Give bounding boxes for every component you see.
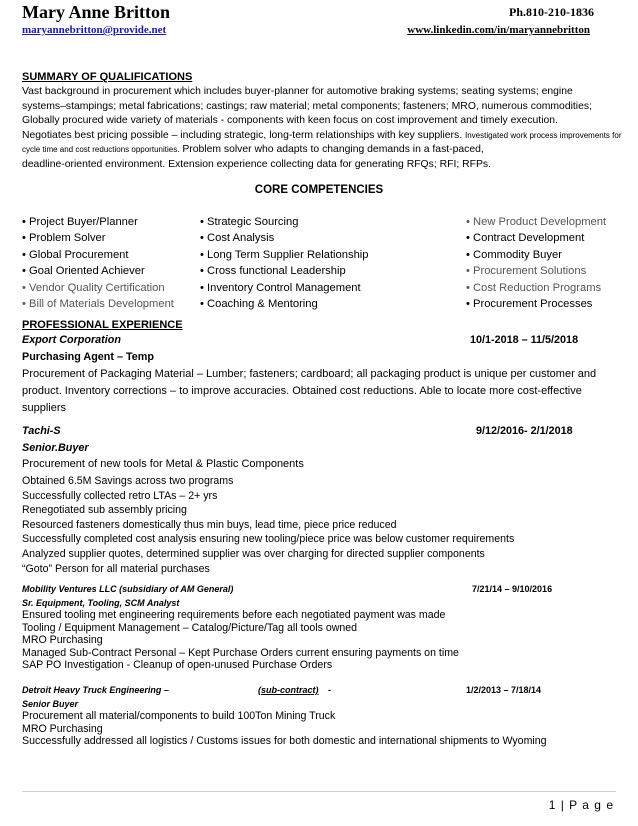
competency-item: • Vendor Quality Certification bbox=[22, 281, 165, 294]
candidate-name: Mary Anne Britton bbox=[22, 2, 170, 22]
job-dates: 9/12/2016- 2/1/2018 bbox=[476, 425, 573, 437]
competency-item: • Commodity Buyer bbox=[466, 248, 562, 261]
summary-line: Vast background in procurement which includes buyer-planner for automotive braking systems; seating systems; engine bbox=[22, 86, 573, 97]
job-line: Successfully collected retro LTAs – 2+ yrs bbox=[22, 489, 218, 502]
job-dates: 7/21/14 – 9/10/2016 bbox=[472, 584, 553, 594]
linkedin-link[interactable]: www.linkedin.com/in/maryannebritton bbox=[407, 24, 590, 36]
footer-divider bbox=[22, 791, 616, 792]
job-line: MRO Purchasing bbox=[22, 722, 103, 735]
competency-column-2 bbox=[200, 214, 369, 312]
job-line: Managed Sub-Contract Personal – Kept Purchase Orders current ensuring payments on time bbox=[22, 646, 459, 659]
job-dates: 1/2/2013 – 7/18/14 bbox=[466, 685, 542, 695]
job-line: Analyzed supplier quotes, determined supplier was over charging for directed supplier components bbox=[22, 547, 485, 560]
job-line: suppliers bbox=[22, 402, 67, 414]
competency-item: • Procurement Processes bbox=[466, 298, 593, 311]
job-description bbox=[22, 609, 459, 672]
summary-line: systems–stampings; metal fabrications; castings; raw material; metal components; fasteners; MRO, numerous commodities; bbox=[22, 100, 592, 112]
competency-item: • Cross functional Leadership bbox=[200, 265, 346, 278]
job-company: Tachi-S bbox=[22, 425, 61, 437]
experience-heading: PROFESSIONAL EXPERIENCE bbox=[22, 319, 183, 331]
summary-line: Investigated work process improvements for cycle time and cost reductions opportunities. bbox=[22, 130, 622, 155]
job-line: Tooling / Equipment Management – Catalog/Picture/Tag all tools owned bbox=[22, 621, 358, 634]
job-line: SAP PO Investigation - Cleanup of open-unused Purchase Orders bbox=[22, 659, 333, 672]
summary-line: Globally procured wide variety of materials - components with keen focus on cost improvement and timely execution. bbox=[22, 115, 558, 127]
job-description bbox=[22, 474, 514, 576]
competency-column-1 bbox=[22, 214, 174, 312]
job-line: Renegotiated sub assembly pricing bbox=[22, 504, 187, 517]
job-title: Senior.Buyer bbox=[22, 442, 89, 454]
competency-item: • Coaching & Mentoring bbox=[200, 298, 318, 311]
page-number: 1 | P a g e bbox=[548, 798, 614, 812]
job-title: Sr. Equipment, Tooling, SCM Analyst bbox=[22, 598, 180, 608]
subcontract-label: (sub-contract) bbox=[258, 685, 319, 695]
competency-item: • Procurement Solutions bbox=[466, 265, 587, 278]
job-title: Senior Buyer bbox=[22, 699, 79, 709]
job-line: Obtained 6.5M Savings across two programs bbox=[22, 475, 234, 487]
competency-item: • Goal Oriented Achiever bbox=[22, 265, 145, 278]
competency-item: • Bill of Materials Development bbox=[22, 298, 174, 311]
job-company: Export Corporation bbox=[22, 334, 121, 346]
competency-item: • Long Term Supplier Relationship bbox=[200, 248, 369, 261]
competency-item: • Global Procurement bbox=[22, 248, 129, 261]
email-link[interactable]: maryannebritton@provide.net bbox=[22, 24, 167, 36]
competency-item: • Project Buyer/Planner bbox=[22, 216, 138, 228]
competency-item: • Contract Development bbox=[466, 232, 585, 245]
competency-item: • Problem Solver bbox=[22, 232, 106, 245]
job-line: Ensured tooling met engineering requirements before each negotiated payment was made bbox=[22, 609, 446, 621]
job-company: Detroit Heavy Truck Engineering – bbox=[22, 685, 169, 695]
core-heading: CORE COMPETENCIES bbox=[254, 184, 384, 196]
competency-item: • Cost Analysis bbox=[200, 232, 275, 245]
summary-line: Problem solver who adapts to changing demands in a fast-paced, bbox=[182, 144, 484, 156]
summary-heading: SUMMARY OF QUALIFICATIONS bbox=[22, 71, 193, 83]
summary-text bbox=[22, 85, 622, 173]
job-company: Mobility Ventures LLC (subsidiary of AM General) bbox=[22, 584, 234, 594]
job-description bbox=[22, 710, 547, 748]
job-line: Successfully addressed all logistics / Customs issues for both domestic and international shipments to Wyoming bbox=[22, 735, 547, 748]
summary-line: Negotiates best pricing possible – including strategic, long-term relationships with key suppliers. bbox=[22, 129, 463, 141]
subcontract-dash: - bbox=[328, 685, 331, 695]
job-line: product. Inventory corrections – to improve accuracies. Obtained cost reductions. Able to locate more cost-effective bbox=[22, 385, 582, 397]
competency-item: • Inventory Control Management bbox=[200, 281, 361, 294]
job-lead-line: Procurement of new tools for Metal & Plastic Components bbox=[22, 458, 304, 470]
job-dates: 10/1-2018 – 11/5/2018 bbox=[470, 334, 579, 346]
job-line: “Goto” Person for all material purchases bbox=[22, 562, 210, 575]
job-description bbox=[22, 366, 596, 417]
job-line: Successfully completed cost analysis ensuring new tooling/piece price was below customer requirements bbox=[22, 533, 515, 546]
competency-item: • Cost Reduction Programs bbox=[466, 281, 602, 294]
competency-column-3 bbox=[466, 214, 606, 312]
competency-item: • Strategic Sourcing bbox=[200, 216, 299, 228]
job-line: Resourced fasteners domestically thus min buys, lead time, piece price reduced bbox=[22, 518, 397, 531]
summary-line: deadline-oriented environment. Extension experience collecting data for generating RFQs; RFI; RFPs. bbox=[22, 158, 491, 170]
job-line: Procurement of Packaging Material – Lumber; fasteners; cardboard; all packaging product is unique per customer and bbox=[22, 368, 597, 380]
job-title: Purchasing Agent – Temp bbox=[22, 351, 154, 363]
competency-item: • New Product Development bbox=[466, 216, 607, 228]
job-line: Procurement all material/components to build 100Ton Mining Truck bbox=[22, 710, 336, 722]
job-line: MRO Purchasing bbox=[22, 634, 103, 647]
phone-number: Ph.810-210-1836 bbox=[509, 5, 594, 19]
